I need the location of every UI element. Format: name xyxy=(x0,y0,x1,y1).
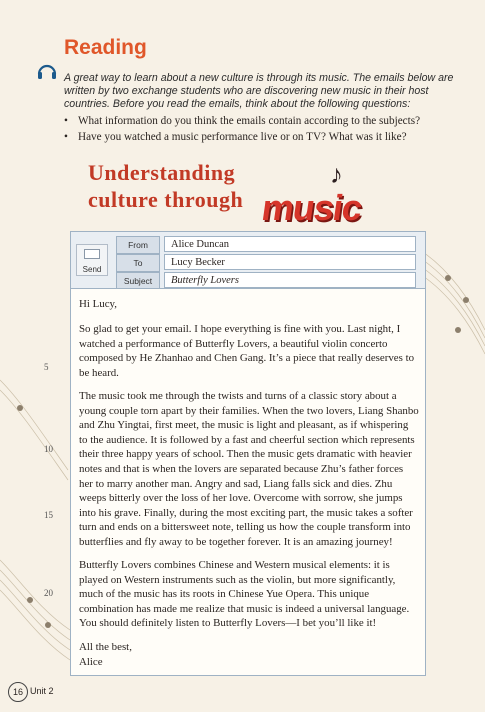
email-paragraph-3: Butterfly Lovers combines Chinese and Western musical elements: it is played on Western instruments such as the violin, but more significantly, much of the music has its roots in Chinese Yue Opera. This unique combination has made me realize that music is indeed a universal language. You should definitely listen to Butterfly Lovers—I bet you’ll like it! xyxy=(79,559,410,630)
line-number: 15 xyxy=(44,510,53,520)
line-number: 20 xyxy=(44,588,53,598)
question-item: • What information do you think the emails contain according to the subjects? xyxy=(64,115,421,127)
email-closing: All the best, xyxy=(79,641,132,653)
email-paragraph-1: So glad to get your email. I hope everything is fine with you. Last night, I watched a performance of Butterfly Lovers, a beautiful violin concerto composed by He Zhanhao and Chen Gang. It’s a piece that really deserves to be heard. xyxy=(79,323,415,379)
intro-paragraph: A great way to learn about a new culture is through its music. The emails below are written by two exchange students who are discovering new music in their host countries. Before you read the emails, think about the following questions: xyxy=(64,72,454,110)
section-heading: Reading xyxy=(64,36,147,59)
subject-label: Subject xyxy=(116,272,160,290)
subject-field[interactable]: Butterfly Lovers xyxy=(164,272,416,288)
send-button[interactable] xyxy=(76,244,108,276)
headphones-icon xyxy=(36,60,58,82)
article-title-line1: Understanding xyxy=(88,160,236,185)
from-field[interactable]: Alice Duncan xyxy=(164,236,416,252)
article-title-line2: culture through xyxy=(88,187,244,212)
envelope-icon xyxy=(84,249,100,259)
article-title-accent: music xyxy=(259,187,364,228)
line-number: 5 xyxy=(44,362,49,372)
question-text: What information do you think the emails contain according to the subjects? xyxy=(78,115,421,127)
unit-label: Unit 2 xyxy=(30,686,54,696)
question-text: Have you watched a music performance live or on TV? What was it like? xyxy=(78,131,407,143)
email-signature: Alice xyxy=(79,656,103,668)
send-label: Send xyxy=(82,265,102,274)
from-label: From xyxy=(116,236,160,254)
to-field[interactable]: Lucy Becker xyxy=(164,254,416,270)
music-note-icon: ♪ xyxy=(330,160,343,189)
email-greeting: Hi Lucy, xyxy=(79,298,118,310)
email-paragraph-2: The music took me through the twists and turns of a classic story about a young couple torn apart by their families. When the two lovers, Liang Shanbo and Zhu Yingtai, first meet, the music is light and pleasant, as if whispering to the audience. It is followed by a fast and cheerful section which represents their three happy years of school. Then the music gets dramatic with heavier notes and that is when the lovers are separated because Zhu’s father forces her to marry another man. Angry and sad, Liang falls sick and dies. Zhu weeps bitterly over the loss of her love. Overcome with sorrow, she jumps into his grave. Finally, during the most exciting part, the music takes a softer turn and ends on a bittersweet note, telling us how the couple transform into butterflies and fly away to be together forever. It is an amazing journey! xyxy=(79,390,419,548)
to-label: To xyxy=(116,254,160,272)
question-item: • Have you watched a music performance live or on TV? What was it like? xyxy=(64,131,407,143)
page-number: 16 xyxy=(8,682,28,702)
line-number: 10 xyxy=(44,444,53,454)
